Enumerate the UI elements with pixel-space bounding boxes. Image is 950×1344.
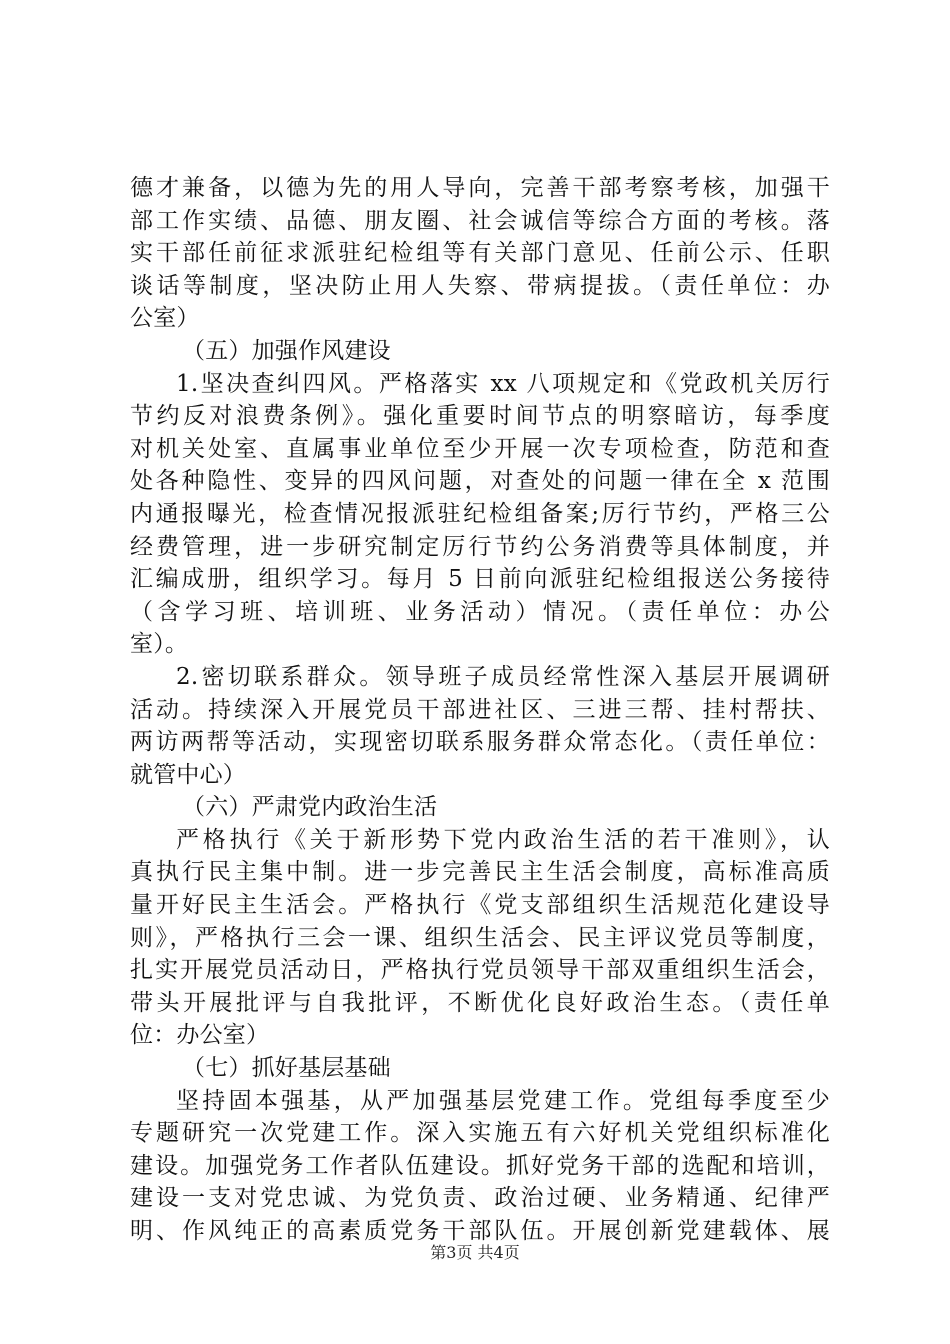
body-line: 2.密切联系群众。领导班子成员经常性深入基层开展调研	[176, 663, 830, 690]
body-line: 真执行民主集中制。进一步完善民主生活会制度，高标准高质	[130, 859, 830, 886]
body-line: 则》，严格执行三会一课、组织生活会、民主评议党员等制度，	[130, 924, 830, 951]
body-line: 实干部任前征求派驻纪检组等有关部门意见、任前公示、任职	[130, 240, 830, 267]
body-line: 建设一支对党忠诚、为党负责、政治过硬、业务精通、纪律严	[130, 1185, 830, 1212]
body-line: 内通报曝光，检查情况报派驻纪检组备案;厉行节约，严格三公	[130, 500, 830, 527]
section-heading: （五）加强作风建设	[182, 337, 391, 364]
body-line: 两访两帮等活动，实现密切联系服务群众常态化。（责任单位：	[130, 729, 830, 756]
page-footer: 第3页 共4页	[430, 1243, 520, 1262]
body-line: 室）。	[130, 631, 189, 658]
body-line: 活动。持续深入开展党员干部进社区、三进三帮、挂村帮扶、	[130, 696, 830, 723]
body-line: 谈话等制度，坚决防止用人失察、带病提拔。（责任单位：办	[130, 272, 830, 299]
body-line: 带头开展批评与自我批评，不断优化良好政治生态。（责任单	[130, 989, 830, 1016]
body-line: 严格执行《关于新形势下党内政治生活的若干准则》，认	[176, 826, 830, 853]
body-line: 位：办公室）	[130, 1022, 270, 1049]
body-line: 明、作风纯正的高素质党务干部队伍。开展创新党建载体、展	[130, 1218, 830, 1244]
body-line: 公室）	[130, 305, 200, 332]
body-line: 对机关处室、直属事业单位至少开展一次专项检查，防范和查	[130, 435, 830, 462]
body-line: 德才兼备，以德为先的用人导向，完善干部考察考核，加强干	[130, 175, 830, 201]
body-line: 处各种隐性、变异的四风问题，对查处的问题一律在全 x 范围	[130, 468, 830, 495]
body-line: 部工作实绩、品德、朋友圈、社会诚信等综合方面的考核。落	[130, 207, 830, 234]
body-line: 专题研究一次党建工作。深入实施五有六好机关党组织标准化	[130, 1120, 830, 1147]
body-line: 量开好民主生活会。严格执行《党支部组织生活规范化建设导	[130, 892, 830, 919]
body-line: 节约反对浪费条例》。强化重要时间节点的明察暗访，每季度	[130, 403, 830, 430]
body-line: 汇编成册，组织学习。每月 5 日前向派驻纪检组报送公务接待	[130, 566, 830, 593]
body-line: （含学习班、培训班、业务活动）情况。（责任单位：办公	[130, 598, 830, 625]
body-line: 就管中心）	[130, 761, 246, 788]
body-line: 坚持固本强基，从严加强基层党建工作。党组每季度至少	[176, 1087, 830, 1114]
section-heading: （六）严肃党内政治生活	[182, 794, 438, 821]
body-line: 1.坚决查纠四风。严格落实 xx 八项规定和《党政机关厉行	[176, 370, 830, 397]
body-line: 经费管理，进一步研究制定厉行节约公务消费等具体制度，并	[130, 533, 830, 560]
section-heading: （七）抓好基层基础	[182, 1055, 391, 1082]
body-line: 建设。加强党务工作者队伍建设。抓好党务干部的选配和培训，	[130, 1152, 830, 1179]
document-body	[130, 172, 830, 1248]
body-line: 扎实开展党员活动日，严格执行党员领导干部双重组织生活会，	[130, 957, 830, 984]
